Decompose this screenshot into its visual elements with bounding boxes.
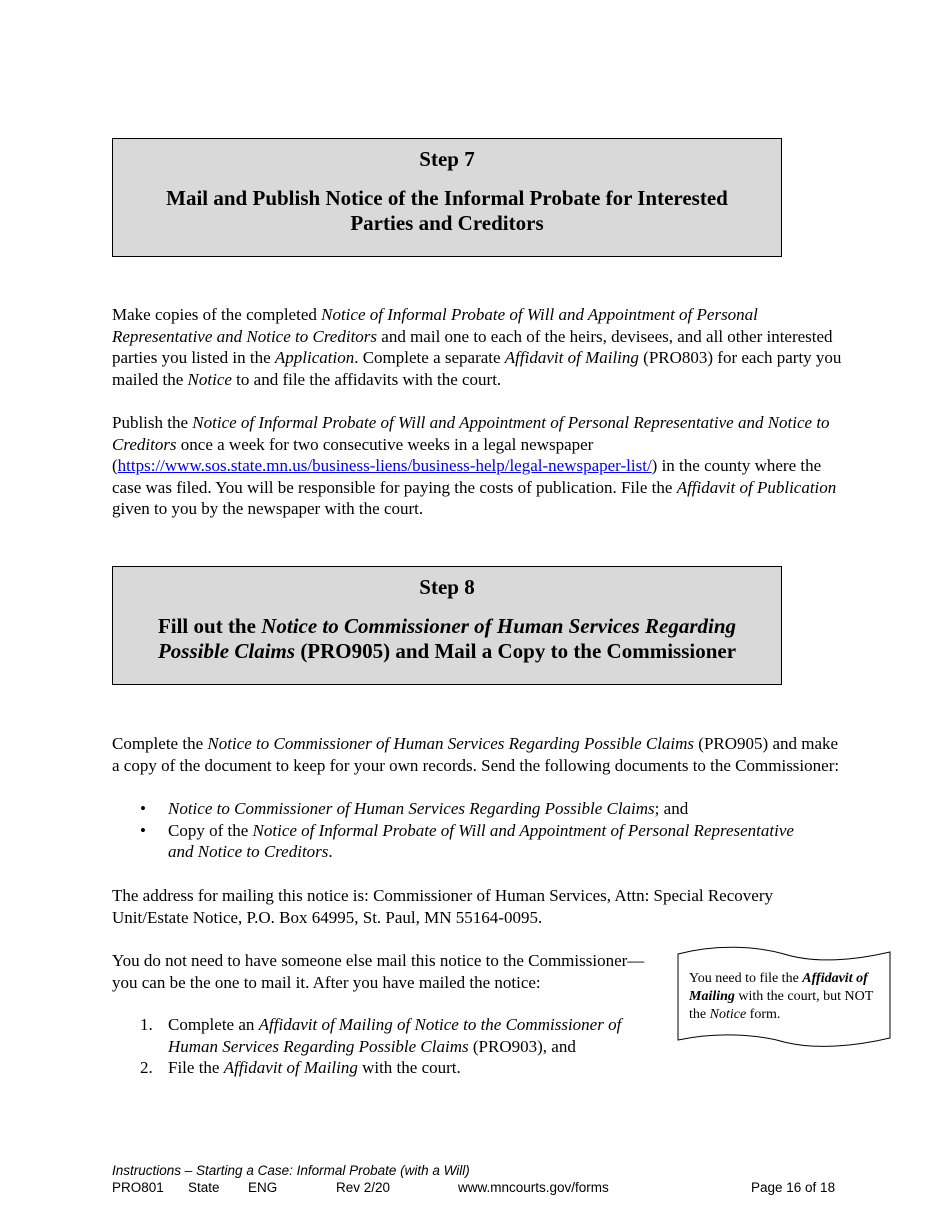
callout-text: You need to file the Affidavit of Mailing with the court, but NOT the Notice form. [689,971,874,1022]
documents-to-send-list [112,798,812,863]
page-number: Page 16 of 18 [751,1180,836,1195]
step-7-box [112,138,782,257]
step-7-title: Mail and Publish Notice of the Informal Probate for Interested Parties and Creditors [166,186,728,235]
bullet-icon: • [140,820,146,840]
footer-title: Instructions – Starting a Case: Informal Probate (with a Will) [112,1163,470,1178]
list-item: 2. File the Affidavit of Mailing with the court. [140,1058,461,1077]
after-mailing-steps-list [112,1014,672,1079]
forms-website-link[interactable]: www.mncourts.gov/forms [458,1180,609,1195]
step-7-number: Step 7 [419,147,475,171]
step-number: 2. [140,1058,153,1077]
publish-notice-paragraph: Publish the Notice of Informal Probate of Will and Appointment of Personal Representative and Notice to Creditors once a week for two consecutive weeks in a legal newspaper (https://www.sos.state.mn.us/business-liens/business-help/legal-newspaper-list/) in the county where the case was filed. You will be responsible for paying the costs of publication. File the Affidavit of Publication given to you by the newspaper with the court. [112,413,837,518]
step-8-box [112,566,782,685]
revision-date: Rev 2/20 [336,1180,391,1195]
mailing-address-paragraph: The address for mailing this notice is: Commissioner of Human Services, Attn: Special Recovery Unit/Estate Notice, P.O. Box 64995, St. Paul, MN 55164-0095. [112,886,773,927]
step-8-title: Fill out the Notice to Commissioner of Human Services Regarding Possible Claims (PRO905) and Mail a Copy to the Commissioner [157,614,737,663]
step-number: 1. [140,1015,153,1034]
callout-note [676,946,892,1050]
step-8-number: Step 8 [419,575,475,599]
bullet-icon: • [140,799,146,818]
legal-newspaper-list-link[interactable]: https://www.sos.state.mn.us/business-liens/business-help/legal-newspaper-list/ [117,456,652,475]
complete-notice-paragraph: Complete the Notice to Commissioner of Human Services Regarding Possible Claims (PRO905) and make a copy of the document to keep for your own records. Send the following documents to the Commissioner: [112,734,840,775]
form-number: PRO801 [112,1180,164,1195]
mail-copies-paragraph: Make copies of the completed Notice of Informal Probate of Will and Appointment of Personal Representative and Notice to Creditors and mail one to each of the heirs, devisees, and all other interested parties you listed in the Application. Complete a separate Affidavit of Mailing (PRO803) for each party you mailed the Notice to and file the affidavits with the court. [112,305,842,389]
list-item: • Copy of the Notice of Informal Probate of Will and Appointment of Personal Representative and Notice to Creditors. [140,820,794,861]
court-level: State [188,1180,220,1195]
language-code: ENG [248,1180,278,1195]
footer-info [112,1180,842,1196]
list-item: 1. Complete an Affidavit of Mailing of Notice to the Commissioner of Human Services Regarding Possible Claims (PRO903), and [140,1015,622,1056]
list-item: • Notice to Commissioner of Human Services Regarding Possible Claims; and [140,799,689,818]
mail-yourself-paragraph: You do not need to have someone else mail this notice to the Commissioner—you can be the one to mail it. After you have mailed the notice: [112,951,645,992]
